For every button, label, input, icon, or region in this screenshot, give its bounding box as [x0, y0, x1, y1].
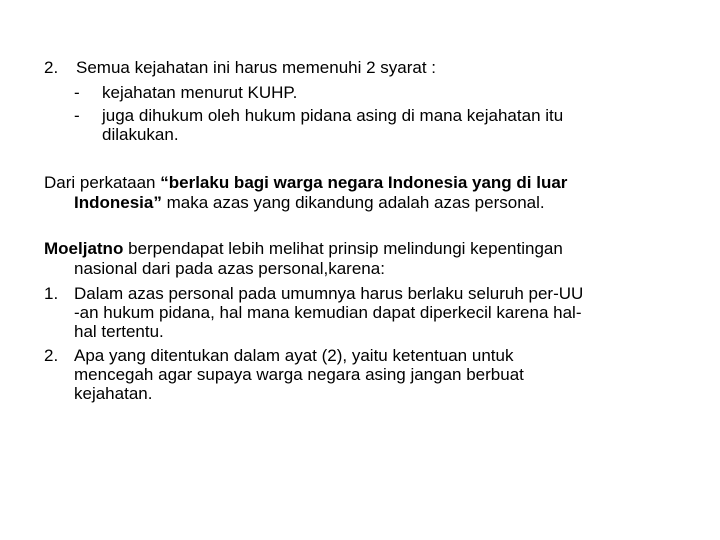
- paragraph-line: [74, 193, 545, 212]
- point-text: Apa yang ditentukan dalam ayat (2), yaitu ketentuan untuk: [74, 346, 514, 365]
- point-number: 2.: [44, 346, 59, 365]
- requirement-text-continuation: dilakukan.: [102, 125, 179, 144]
- opinion-text-continuation: nasional dari pada azas personal,karena:: [74, 259, 385, 278]
- paragraph-lead: Dari perkataan: [44, 173, 161, 192]
- author-name: Moeljatno: [44, 239, 124, 258]
- item-number: 2.: [44, 58, 59, 77]
- requirement-text: juga dihukum oleh hukum pidana asing di mana kejahatan itu: [102, 106, 564, 125]
- point-text: Dalam azas personal pada umumnya harus berlaku seluruh per-UU: [74, 284, 584, 303]
- bullet-dash: -: [74, 83, 80, 102]
- point-text: hal tertentu.: [74, 322, 164, 341]
- bullet-dash: -: [74, 106, 80, 125]
- paragraph-line: [44, 239, 563, 258]
- requirements-intro: Semua kejahatan ini harus memenuhi 2 syarat :: [76, 58, 437, 77]
- quoted-phrase-end: Indonesia”: [74, 193, 162, 212]
- requirement-text: kejahatan menurut KUHP.: [102, 83, 298, 102]
- paragraph-tail: maka azas yang dikandung adalah azas personal.: [161, 193, 545, 212]
- quoted-phrase: “berlaku bagi warga negara Indonesia yang di luar: [160, 173, 568, 192]
- opinion-text: berpendapat lebih melihat prinsip melindungi kepentingan: [123, 239, 563, 258]
- point-text: kejahatan.: [74, 384, 153, 403]
- paragraph-line: [44, 173, 567, 192]
- point-number: 1.: [44, 284, 59, 303]
- point-text: mencegah agar supaya warga negara asing jangan berbuat: [74, 365, 524, 384]
- point-text: -an hukum pidana, hal mana kemudian dapat diperkecil karena hal-: [74, 303, 582, 322]
